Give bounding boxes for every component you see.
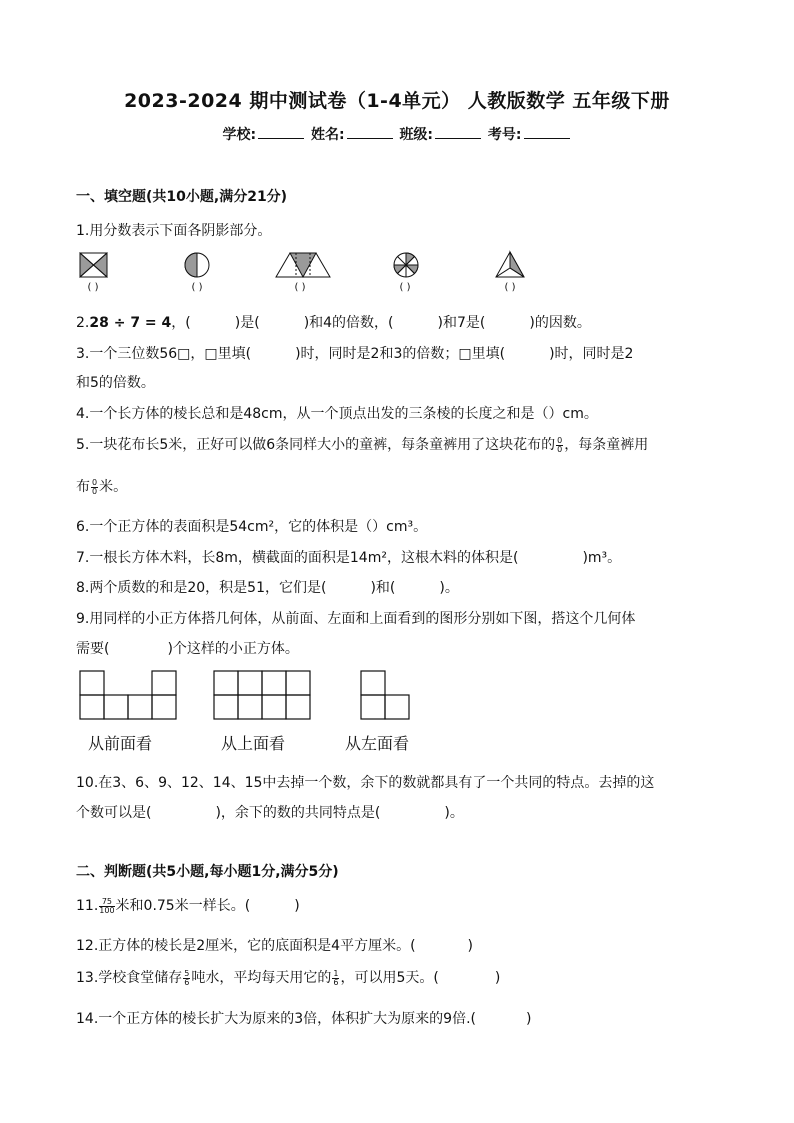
question-5-line2: 布 $\frac{0}{0}$ 米。	[76, 477, 128, 496]
question-12: 12.正方体的棱长是2厘米，它的底面积是4平方厘米。( )	[76, 938, 474, 954]
fraction: $\frac{1}{6}$	[333, 968, 339, 987]
question-8: 8.两个质数的和是20，积是51，它们是( )和( )。	[76, 580, 459, 596]
square-x-figure	[79, 252, 109, 278]
answer-paren-5[interactable]: ( )	[504, 282, 516, 293]
left-view-figure	[360, 670, 410, 720]
name-label: 姓名:	[310, 127, 345, 143]
exam-no-blank[interactable]	[524, 124, 570, 139]
school-label: 学校:	[222, 127, 257, 143]
question-10-line2: 个数可以是( )，余下的数的共同特点是( )。	[76, 805, 464, 821]
exam-no-label: 考号:	[487, 127, 522, 143]
question-4: 4.一个长方体的棱长总和是48cm，从一个顶点出发的三条棱的长度之和是（）cm。	[76, 406, 598, 422]
question-10-line1: 10.在3、6、9、12、14、15中去掉一个数，余下的数就都具有了一个共同的特点。去掉的这	[76, 775, 655, 791]
fraction: $\frac{0}{0}$	[92, 477, 98, 496]
triangle-figure	[494, 250, 526, 279]
fraction: $\frac{75}{100}$	[99, 896, 115, 915]
question-5-line1: 5.一块花布长5米，正好可以做6条同样大小的童裤，每条童裤用了这块花布的 $\frac{0}{0}$ ，每条童裤用	[76, 435, 649, 454]
view-label-left: 从左面看	[345, 734, 410, 753]
front-view-figure	[79, 670, 177, 720]
answer-paren-4[interactable]: ( )	[399, 282, 411, 293]
question-3-line1: 3.一个三位数56□，□里填( )时，同时是2和3的倍数；□里填( )时，同时是2	[76, 346, 634, 362]
half-circle-figure	[183, 251, 211, 279]
class-blank[interactable]	[435, 124, 481, 139]
view-label-top: 从上面看	[221, 734, 286, 753]
school-blank[interactable]	[258, 124, 304, 139]
question-13: 13.学校食堂储存 $\frac{5}{6}$ 吨水，平均每天用它的 $\frac{1}{6}$ ，可以用5天。( )	[76, 968, 501, 987]
answer-paren-1[interactable]: ( )	[87, 282, 99, 293]
question-9-line1: 9.用同样的小正方体搭几何体，从前面、左面和上面看到的图形分别如下图，搭这个几何体	[76, 611, 636, 627]
view-label-front: 从前面看	[88, 734, 153, 753]
section1-heading: 一、填空题(共10小题,满分21分)	[76, 189, 288, 205]
answer-paren-2[interactable]: ( )	[191, 282, 203, 293]
student-info-line	[0, 124, 794, 144]
question-11: 11. $\frac{75}{100}$ 米和0.75米一样长。( )	[76, 896, 300, 915]
section2-heading: 二、判断题(共5小题,每小题1分,满分5分)	[76, 864, 339, 880]
question-1: 1.用分数表示下面各阴影部分。	[76, 223, 272, 239]
question-6: 6.一个正方体的表面积是54cm²，它的体积是（）cm³。	[76, 519, 428, 535]
question-2: 2.28 ÷ 7 = 4，( )是( )和4的倍数，( )和7是( )的因数。	[76, 315, 591, 331]
answer-paren-3[interactable]: ( )	[294, 282, 306, 293]
question-9-line2: 需要( )个这样的小正方体。	[76, 641, 299, 657]
class-label: 班级:	[399, 127, 434, 143]
question-7: 7.一根长方体木料，长8m，横截面的面积是14m²，这根木料的体积是( )m³。	[76, 550, 622, 566]
question-14: 14.一个正方体的棱长扩大为原来的3倍，体积扩大为原来的9倍.( )	[76, 1011, 532, 1027]
fraction: $\frac{0}{0}$	[557, 435, 563, 454]
name-blank[interactable]	[347, 124, 393, 139]
question-3-line2: 和5的倍数。	[76, 375, 155, 391]
trapezoid-figure	[274, 251, 332, 279]
top-view-figure	[213, 670, 311, 720]
exam-title: 2023-2024 期中测试卷（1-4单元） 人教版数学 五年级下册	[124, 90, 670, 112]
sector-circle-figure	[392, 251, 420, 279]
fraction: $\frac{5}{6}$	[184, 968, 190, 987]
